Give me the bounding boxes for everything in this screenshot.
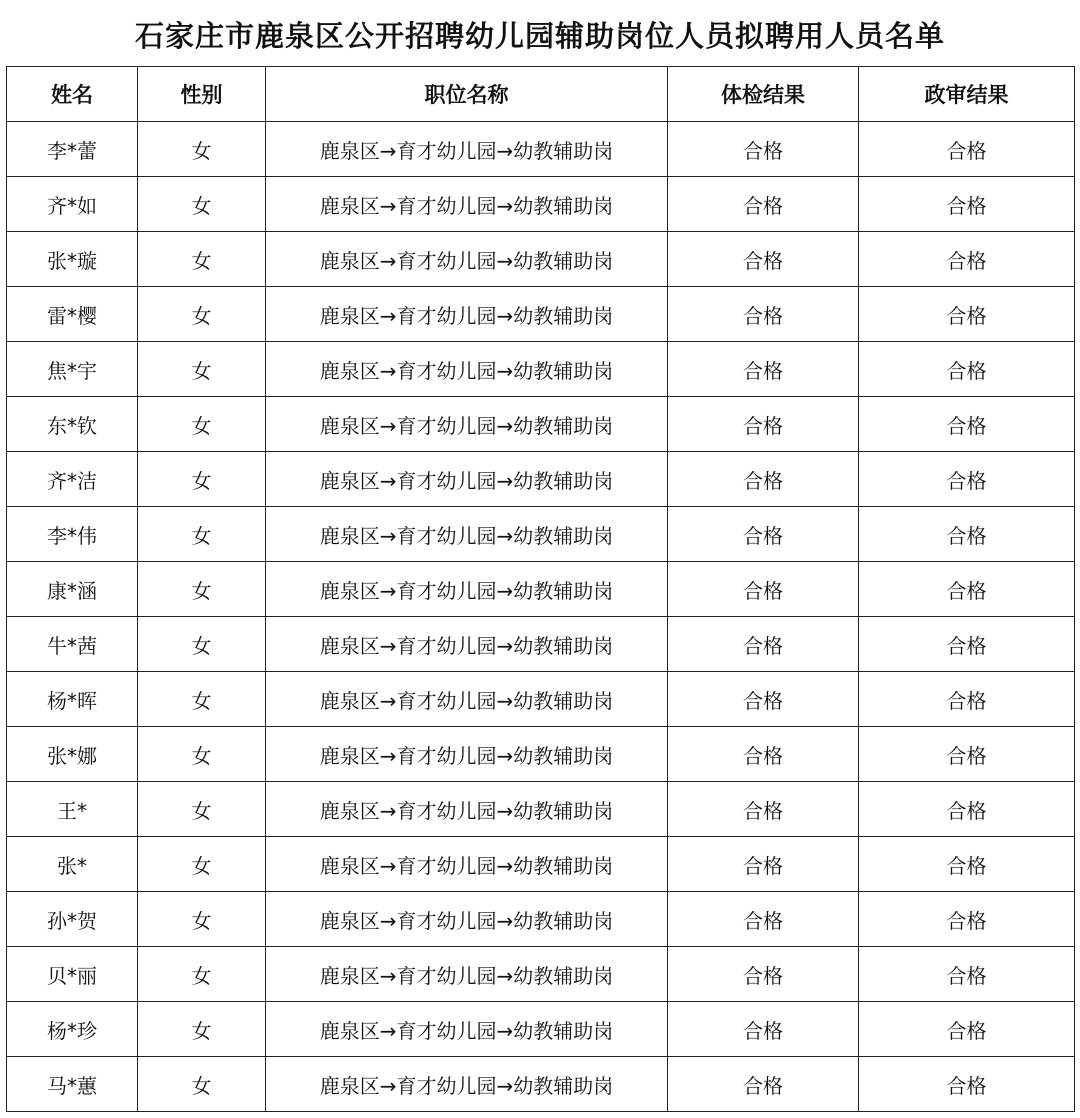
cell-gender: 女 <box>138 342 266 397</box>
cell-gender: 女 <box>138 562 266 617</box>
cell-gender: 女 <box>138 892 266 947</box>
cell-gender: 女 <box>138 782 266 837</box>
cell-gender: 女 <box>138 232 266 287</box>
cell-medical-result: 合格 <box>668 837 859 892</box>
cell-position: 鹿泉区→育才幼儿园→幼教辅助岗 <box>266 562 668 617</box>
cell-medical-result: 合格 <box>668 892 859 947</box>
cell-position: 鹿泉区→育才幼儿园→幼教辅助岗 <box>266 342 668 397</box>
cell-position: 鹿泉区→育才幼儿园→幼教辅助岗 <box>266 617 668 672</box>
cell-political-review-result: 合格 <box>859 232 1075 287</box>
table-row <box>7 397 1075 452</box>
cell-political-review-result: 合格 <box>859 672 1075 727</box>
cell-political-review-result: 合格 <box>859 397 1075 452</box>
cell-gender: 女 <box>138 122 266 177</box>
cell-position: 鹿泉区→育才幼儿园→幼教辅助岗 <box>266 837 668 892</box>
cell-gender: 女 <box>138 1002 266 1057</box>
cell-name: 焦*宇 <box>7 342 138 397</box>
cell-medical-result: 合格 <box>668 177 859 232</box>
cell-medical-result: 合格 <box>668 122 859 177</box>
table-row <box>7 617 1075 672</box>
cell-name: 牛*茜 <box>7 617 138 672</box>
cell-medical-result: 合格 <box>668 617 859 672</box>
cell-position: 鹿泉区→育才幼儿园→幼教辅助岗 <box>266 507 668 562</box>
table-row <box>7 342 1075 397</box>
cell-position: 鹿泉区→育才幼儿园→幼教辅助岗 <box>266 892 668 947</box>
cell-medical-result: 合格 <box>668 232 859 287</box>
cell-political-review-result: 合格 <box>859 122 1075 177</box>
cell-political-review-result: 合格 <box>859 727 1075 782</box>
cell-name: 杨*晖 <box>7 672 138 727</box>
cell-name: 杨*珍 <box>7 1002 138 1057</box>
cell-medical-result: 合格 <box>668 397 859 452</box>
cell-political-review-result: 合格 <box>859 452 1075 507</box>
cell-political-review-result: 合格 <box>859 782 1075 837</box>
table-row <box>7 452 1075 507</box>
cell-medical-result: 合格 <box>668 782 859 837</box>
table-row <box>7 892 1075 947</box>
cell-name: 孙*贺 <box>7 892 138 947</box>
cell-name: 马*蕙 <box>7 1057 138 1112</box>
cell-political-review-result: 合格 <box>859 947 1075 1002</box>
cell-political-review-result: 合格 <box>859 287 1075 342</box>
cell-position: 鹿泉区→育才幼儿园→幼教辅助岗 <box>266 177 668 232</box>
cell-political-review-result: 合格 <box>859 507 1075 562</box>
cell-medical-result: 合格 <box>668 287 859 342</box>
cell-gender: 女 <box>138 617 266 672</box>
header-row <box>7 67 1075 122</box>
cell-political-review-result: 合格 <box>859 617 1075 672</box>
table-row <box>7 1002 1075 1057</box>
cell-medical-result: 合格 <box>668 1057 859 1112</box>
cell-position: 鹿泉区→育才幼儿园→幼教辅助岗 <box>266 452 668 507</box>
cell-gender: 女 <box>138 287 266 342</box>
cell-medical-result: 合格 <box>668 672 859 727</box>
cell-political-review-result: 合格 <box>859 837 1075 892</box>
cell-position: 鹿泉区→育才幼儿园→幼教辅助岗 <box>266 782 668 837</box>
cell-name: 齐*洁 <box>7 452 138 507</box>
cell-gender: 女 <box>138 452 266 507</box>
header-political-review-result: 政审结果 <box>859 67 1075 122</box>
cell-gender: 女 <box>138 177 266 232</box>
cell-gender: 女 <box>138 837 266 892</box>
header-name: 姓名 <box>7 67 138 122</box>
table-header <box>7 67 1075 122</box>
cell-name: 康*涵 <box>7 562 138 617</box>
table-row <box>7 1057 1075 1112</box>
cell-position: 鹿泉区→育才幼儿园→幼教辅助岗 <box>266 397 668 452</box>
cell-political-review-result: 合格 <box>859 1002 1075 1057</box>
table-row <box>7 837 1075 892</box>
cell-name: 张*璇 <box>7 232 138 287</box>
cell-gender: 女 <box>138 672 266 727</box>
cell-medical-result: 合格 <box>668 452 859 507</box>
cell-medical-result: 合格 <box>668 562 859 617</box>
cell-name: 李*伟 <box>7 507 138 562</box>
table-row <box>7 947 1075 1002</box>
cell-medical-result: 合格 <box>668 1002 859 1057</box>
cell-name: 东*钦 <box>7 397 138 452</box>
table-row <box>7 672 1075 727</box>
cell-name: 张*娜 <box>7 727 138 782</box>
cell-position: 鹿泉区→育才幼儿园→幼教辅助岗 <box>266 232 668 287</box>
cell-position: 鹿泉区→育才幼儿园→幼教辅助岗 <box>266 947 668 1002</box>
cell-position: 鹿泉区→育才幼儿园→幼教辅助岗 <box>266 727 668 782</box>
cell-political-review-result: 合格 <box>859 892 1075 947</box>
cell-gender: 女 <box>138 397 266 452</box>
cell-name: 雷*樱 <box>7 287 138 342</box>
header-position: 职位名称 <box>266 67 668 122</box>
cell-gender: 女 <box>138 507 266 562</box>
cell-position: 鹿泉区→育才幼儿园→幼教辅助岗 <box>266 122 668 177</box>
cell-name: 张* <box>7 837 138 892</box>
table-row <box>7 122 1075 177</box>
cell-medical-result: 合格 <box>668 507 859 562</box>
cell-gender: 女 <box>138 947 266 1002</box>
table-row <box>7 562 1075 617</box>
cell-position: 鹿泉区→育才幼儿园→幼教辅助岗 <box>266 672 668 727</box>
table-row <box>7 727 1075 782</box>
hiring-list-table <box>6 66 1075 1112</box>
cell-political-review-result: 合格 <box>859 562 1075 617</box>
cell-name: 王* <box>7 782 138 837</box>
cell-position: 鹿泉区→育才幼儿园→幼教辅助岗 <box>266 1057 668 1112</box>
document-title: 石家庄市鹿泉区公开招聘幼儿园辅助岗位人员拟聘用人员名单 <box>134 19 945 53</box>
cell-medical-result: 合格 <box>668 727 859 782</box>
cell-position: 鹿泉区→育才幼儿园→幼教辅助岗 <box>266 287 668 342</box>
table-row <box>7 287 1075 342</box>
table-row <box>7 782 1075 837</box>
cell-gender: 女 <box>138 727 266 782</box>
cell-name: 齐*如 <box>7 177 138 232</box>
cell-political-review-result: 合格 <box>859 342 1075 397</box>
cell-medical-result: 合格 <box>668 342 859 397</box>
table-body <box>7 122 1075 1112</box>
table-row <box>7 232 1075 287</box>
table-row <box>7 177 1075 232</box>
cell-name: 李*蕾 <box>7 122 138 177</box>
cell-position: 鹿泉区→育才幼儿园→幼教辅助岗 <box>266 1002 668 1057</box>
cell-name: 贝*丽 <box>7 947 138 1002</box>
cell-medical-result: 合格 <box>668 947 859 1002</box>
table-row <box>7 507 1075 562</box>
cell-political-review-result: 合格 <box>859 1057 1075 1112</box>
cell-gender: 女 <box>138 1057 266 1112</box>
header-gender: 性别 <box>138 67 266 122</box>
header-medical-result: 体检结果 <box>668 67 859 122</box>
cell-political-review-result: 合格 <box>859 177 1075 232</box>
